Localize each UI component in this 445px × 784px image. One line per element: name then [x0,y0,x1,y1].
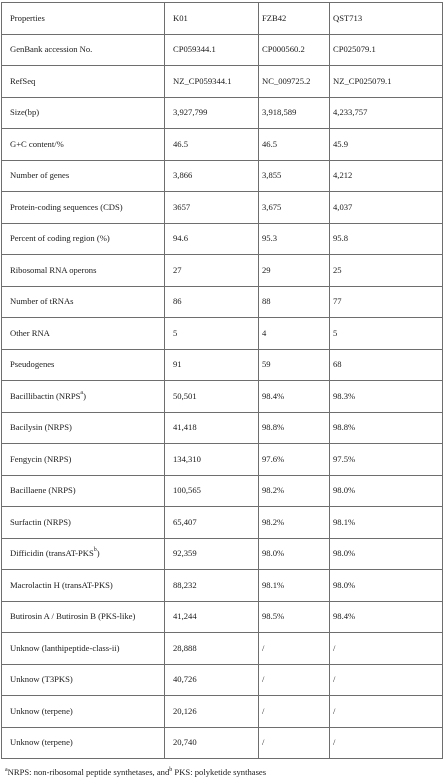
row-label-cell [2,160,165,192]
fzb42-value-cell: 4 [259,318,330,350]
fzb42-value-cell: 3,675 [259,192,330,224]
table-header-row [2,3,443,35]
k01-value-cell: 41,244 [165,601,259,633]
qst713-value-cell: 4,233,757 [330,97,443,129]
qst713-value-cell: 97.5% [330,444,443,476]
row-label-cell [2,381,165,413]
row-label: Unknow (T3PKS) [10,674,73,685]
row-label-cell [2,633,165,665]
k01-value-cell: 20,740 [165,727,259,759]
row-label: Other RNA [10,327,50,338]
qst713-value-cell: / [330,727,443,759]
table-row [2,570,443,602]
qst713-value-cell: NZ_CP025079.1 [330,66,443,98]
row-label: Bacillaene (NRPS) [10,485,76,496]
qst713-value-cell: 95.8 [330,223,443,255]
k01-value-cell: 65,407 [165,507,259,539]
k01-value-cell: 5 [165,318,259,350]
qst713-value-cell: 98.8% [330,412,443,444]
row-label-suffix: ) [83,390,86,401]
genome-comparison-table [1,2,443,759]
table-row [2,34,443,66]
row-label: Bacilysin (NRPS) [10,422,72,433]
row-label: Butirosin A / Butirosin B (PKS-like) [10,611,136,622]
k01-value-cell: 134,310 [165,444,259,476]
fzb42-value-cell: 3,918,589 [259,97,330,129]
row-label: GenBank accession No. [10,44,93,55]
k01-value-cell: 3,927,799 [165,97,259,129]
qst713-value-cell: 25 [330,255,443,287]
k01-value-cell: 3657 [165,192,259,224]
table-row [2,286,443,318]
column-header-fzb42: FZB42 [259,3,330,35]
row-label-cell [2,318,165,350]
qst713-value-cell: 98.3% [330,381,443,413]
qst713-value-cell: 5 [330,318,443,350]
row-label: Unknow (terpene) [10,705,73,716]
footnote-text-nrps: NRPS: non-ribosomal peptide synthetases, and [7,767,170,777]
k01-value-cell: 28,888 [165,633,259,665]
fzb42-value-cell: 98.4% [259,381,330,413]
qst713-value-cell: 45.9 [330,129,443,161]
row-label-footnote-mark: b [93,547,97,554]
table-row [2,664,443,696]
fzb42-value-cell: / [259,727,330,759]
table-row [2,538,443,570]
row-label: Size(bp) [10,107,40,118]
k01-value-cell: 88,232 [165,570,259,602]
row-label-cell [2,129,165,161]
table-row [2,192,443,224]
table-row [2,381,443,413]
table-row [2,318,443,350]
fzb42-value-cell: 98.1% [259,570,330,602]
table-row [2,160,443,192]
genome-comparison-table-wrapper [1,2,442,759]
row-label: Ribosomal RNA operons [10,264,97,275]
fzb42-value-cell: 98.8% [259,412,330,444]
fzb42-value-cell: CP000560.2 [259,34,330,66]
row-label-cell [2,192,165,224]
qst713-value-cell: 4,212 [330,160,443,192]
table-row [2,696,443,728]
k01-value-cell: 94.6 [165,223,259,255]
row-label: Pseudogenes [10,359,55,370]
fzb42-value-cell: 98.5% [259,601,330,633]
qst713-value-cell: 77 [330,286,443,318]
row-label-cell [2,507,165,539]
qst713-value-cell: 98.0% [330,475,443,507]
table-row [2,223,443,255]
table-row [2,255,443,287]
row-label-cell [2,601,165,633]
fzb42-value-cell: / [259,696,330,728]
table-body [2,3,443,759]
row-label: Unknow (lanthipeptide-class-ii) [10,642,120,653]
row-label: Bacillibactin (NRPS [10,390,81,401]
qst713-value-cell: 68 [330,349,443,381]
row-label: Percent of coding region (%) [10,233,110,244]
column-header-properties: Properties [2,3,165,35]
row-label-cell [2,727,165,759]
column-header-k01: K01 [165,3,259,35]
qst713-value-cell: 98.1% [330,507,443,539]
row-label: G+C content/% [10,138,64,149]
row-label-cell [2,349,165,381]
table-row [2,633,443,665]
k01-value-cell: 27 [165,255,259,287]
row-label-cell [2,570,165,602]
row-label-cell [2,412,165,444]
k01-value-cell: 86 [165,286,259,318]
k01-value-cell: 100,565 [165,475,259,507]
table-row [2,727,443,759]
fzb42-value-cell: 88 [259,286,330,318]
qst713-value-cell: 98.4% [330,601,443,633]
table-row [2,507,443,539]
fzb42-value-cell: / [259,633,330,665]
table-row [2,129,443,161]
k01-value-cell: 50,501 [165,381,259,413]
fzb42-value-cell: NC_009725.2 [259,66,330,98]
k01-value-cell: 46.5 [165,129,259,161]
table-row [2,412,443,444]
qst713-value-cell: / [330,633,443,665]
row-label: Difficidin (transAT-PKS [10,548,94,559]
fzb42-value-cell: 29 [259,255,330,287]
k01-value-cell: NZ_CP059344.1 [165,66,259,98]
k01-value-cell: CP059344.1 [165,34,259,66]
k01-value-cell: 40,726 [165,664,259,696]
row-label-cell [2,696,165,728]
column-header-qst713: QST713 [330,3,443,35]
footnote-mark-a: a [5,767,8,774]
fzb42-value-cell: 46.5 [259,129,330,161]
row-label: Unknow (terpene) [10,737,73,748]
fzb42-value-cell: 97.6% [259,444,330,476]
footnote-text-pks: PKS: polyketide synthases [172,767,267,777]
row-label-cell [2,66,165,98]
qst713-value-cell: 98.0% [330,570,443,602]
row-label-cell [2,255,165,287]
row-label-suffix: ) [96,548,100,559]
table-row [2,66,443,98]
qst713-value-cell: / [330,664,443,696]
fzb42-value-cell: 59 [259,349,330,381]
row-label: Number of tRNAs [10,296,74,307]
row-label: Number of genes [10,170,70,181]
fzb42-value-cell: / [259,664,330,696]
row-label-cell [2,664,165,696]
row-label-cell [2,286,165,318]
fzb42-value-cell: 3,855 [259,160,330,192]
row-label-cell [2,34,165,66]
table-row [2,97,443,129]
k01-value-cell: 20,126 [165,696,259,728]
k01-value-cell: 91 [165,349,259,381]
fzb42-value-cell: 98.0% [259,538,330,570]
k01-value-cell: 92,359 [165,538,259,570]
row-label: Surfactin (NRPS) [10,516,71,527]
row-label-footnote-mark: a [80,389,84,396]
qst713-value-cell: 4,037 [330,192,443,224]
row-label: Protein-coding sequences (CDS) [10,201,123,212]
table-row [2,475,443,507]
row-label-cell [2,97,165,129]
table-row [2,601,443,633]
footnote-mark-b: b [169,767,173,774]
table-row [2,444,443,476]
table-row [2,349,443,381]
qst713-value-cell: CP025079.1 [330,34,443,66]
fzb42-value-cell: 98.2% [259,475,330,507]
row-label-cell [2,444,165,476]
fzb42-value-cell: 95.3 [259,223,330,255]
row-label: RefSeq [10,75,36,86]
row-label-cell [2,538,165,570]
qst713-value-cell: / [330,696,443,728]
row-label-cell [2,475,165,507]
table-footnote [5,767,266,778]
k01-value-cell: 41,418 [165,412,259,444]
row-label: Macrolactin H (transAT-PKS) [10,579,113,590]
fzb42-value-cell: 98.2% [259,507,330,539]
row-label: Fengycin (NRPS) [10,453,72,464]
qst713-value-cell: 98.0% [330,538,443,570]
row-label-cell [2,223,165,255]
k01-value-cell: 3,866 [165,160,259,192]
